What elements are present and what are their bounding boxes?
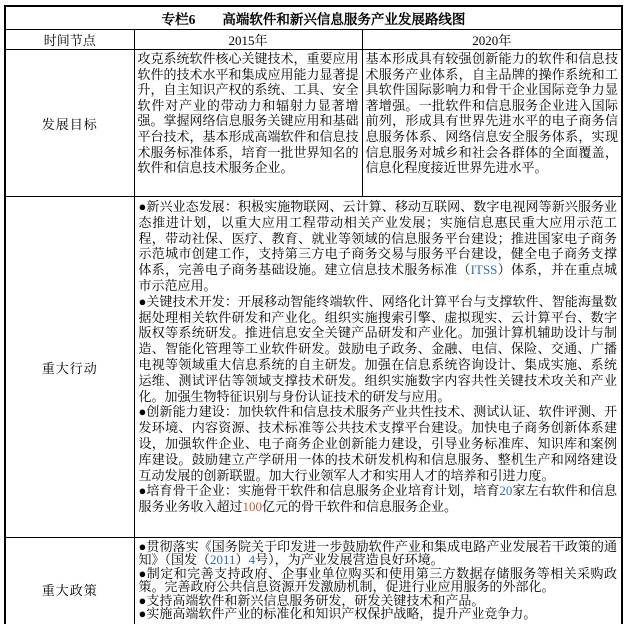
action-bullet-backbone [139, 483, 618, 515]
year-2011-highlight: 2011 [210, 552, 236, 568]
actions-cell [134, 197, 622, 538]
row-label-goals: 发展目标 [5, 50, 134, 197]
policy-bullet-standardization: ●实施高端软件产业的标准化和知识产权保护战略，提升产业竞争力。 [138, 606, 537, 622]
goals-2015-cell: 攻克系统软件核心关键技术，重要应用软件的技术水平和集成应用能力显著提升，自主知识产权的系统、工具、安全软件对产业的带动力和辐射力显著增强。掌握网络信息服务关键应用和基础平台技术，基本形成高端软件和信息技术服务标准体系，培育一批世界知名的软件和信息技术服务企业。 [134, 50, 362, 197]
column-header-2015: 2015年 [134, 30, 362, 50]
policies-row [5, 538, 622, 624]
itss-highlight: ITSS [470, 262, 498, 278]
policy-bullet-procurement: ●制定和完善支持政府、企事业单位购买和使用第三方数据存储服务等相关采购政策。完善政府公共信息资源开发激励机制，促进行业应用服务的外部化。 [138, 565, 617, 595]
doc-number-4-highlight: 4 [248, 552, 256, 568]
policy-bullet-support-rnd: ●支持高端软件和新兴信息服务研发，研发关键技术和产品。 [138, 592, 485, 608]
policy-bullet-1-text: ●贯彻落实《国务院关于印发进一步鼓励软件产业和集成电路产业发展若干政策的通知》（国发（ [138, 539, 617, 568]
column-header-time: 时间节点 [5, 30, 134, 50]
count-100-highlight: 100 [242, 499, 263, 515]
action-bullet-4-mid: 家左右软件和信息服务业务收入超过 [138, 483, 617, 515]
action-bullet-key-tech: ●关键技术开发：开展移动智能终端软件、网络化计算平台与支撑软件、智能海量数据处理相关软件研发和产业化。组织实施搜索引擎、虚拟现实、云计算平台、数字版权等系统研发。推进信息安全关键产品研发和产业化。加强计算机辅助设计与制造、智能化管理等工业软件研发。鼓励电子政务、金融、电信、保险、交通、广播电视等领域重大信息系统的自主研发。加强在信息系统咨询设计、集成实施、系统运维、测试评估等领域支撑技术研发。组织实施数字内容共性关键技术攻关和产业化。加强生物特征识别与身份认证技术的研发与应用。 [138, 293, 617, 404]
title-row [5, 6, 622, 30]
action-bullet-new-business [139, 199, 618, 294]
count-20-highlight: 20 [499, 483, 513, 499]
goals-row [5, 50, 622, 197]
policy-bullet-1-tail: 号），为产业发展营造良好环境。 [255, 552, 444, 568]
goals-2020-cell: 基本形成具有较强创新能力的软件和信息技术服务产业体系，自主品牌的操作系统和工具软件国际影响力和骨干企业国际竞争力显著增强。一批软件和信息服务企业进入国际前列，形成具有世界先进水平的电子商务信息服务体系、网络信息安全服务体系，实现信息服务对城乡和社会各群体的全面覆盖，信息化程度接近世界先进水平。 [362, 50, 622, 197]
policies-cell [134, 538, 622, 624]
header-row [5, 30, 622, 50]
action-bullet-4-text: ●培育骨干企业：实施骨干软件和信息服务企业培育计划，培育 [138, 483, 500, 499]
column-header-2020: 2020年 [362, 30, 622, 50]
row-label-actions: 重大行动 [5, 197, 134, 538]
action-bullet-4-tail: 亿元的骨干软件和信息服务企业。 [262, 499, 458, 515]
action-bullet-1-text: ●新兴业态发展：积极实施物联网、云计算、移动互联网、数字电视网等新兴服务业态推进计划，以重大应用工程带动相关产业发展；实施信息惠民重大应用示范工程，带动社保、医疗、教育、就业等领域的信息服务平台建设；推进国家电子商务示范城市创建工作，支持第三方电子商务交易与服务平台建设，健全电子商务支撑体系，完善电子商务基础设施。建立信息技术服务标准（ [138, 199, 617, 278]
actions-row [5, 197, 622, 538]
action-bullet-innovation: ●创新能力建设：加快软件和信息技术服务产业共性技术、测试认证、软件评测、开发环境、内容资源、技术标准等公共技术支撑平台建设。加快电子商务创新体系建设，加强软件企业、电子商务企业创新能力建设，引导业务标准库、知识库和案例库建设。鼓励建立产学研用一体的技术研发机构和信息服务、整机生产和网络建设互动发展的创新联盟。加大行业领军人才和实用人才的培养和引进力度。 [138, 404, 617, 483]
action-bullet-1-tail: ）体系，并在重点城市示范应用。 [138, 262, 617, 293]
table-title: 专栏6 高端软件和新兴信息服务产业发展路线图 [5, 6, 622, 30]
policy-bullet-1-mid: ） [235, 552, 249, 568]
row-label-policies: 重大政策 [5, 538, 134, 624]
policy-bullet-implement [139, 540, 618, 567]
roadmap-table [4, 5, 623, 624]
